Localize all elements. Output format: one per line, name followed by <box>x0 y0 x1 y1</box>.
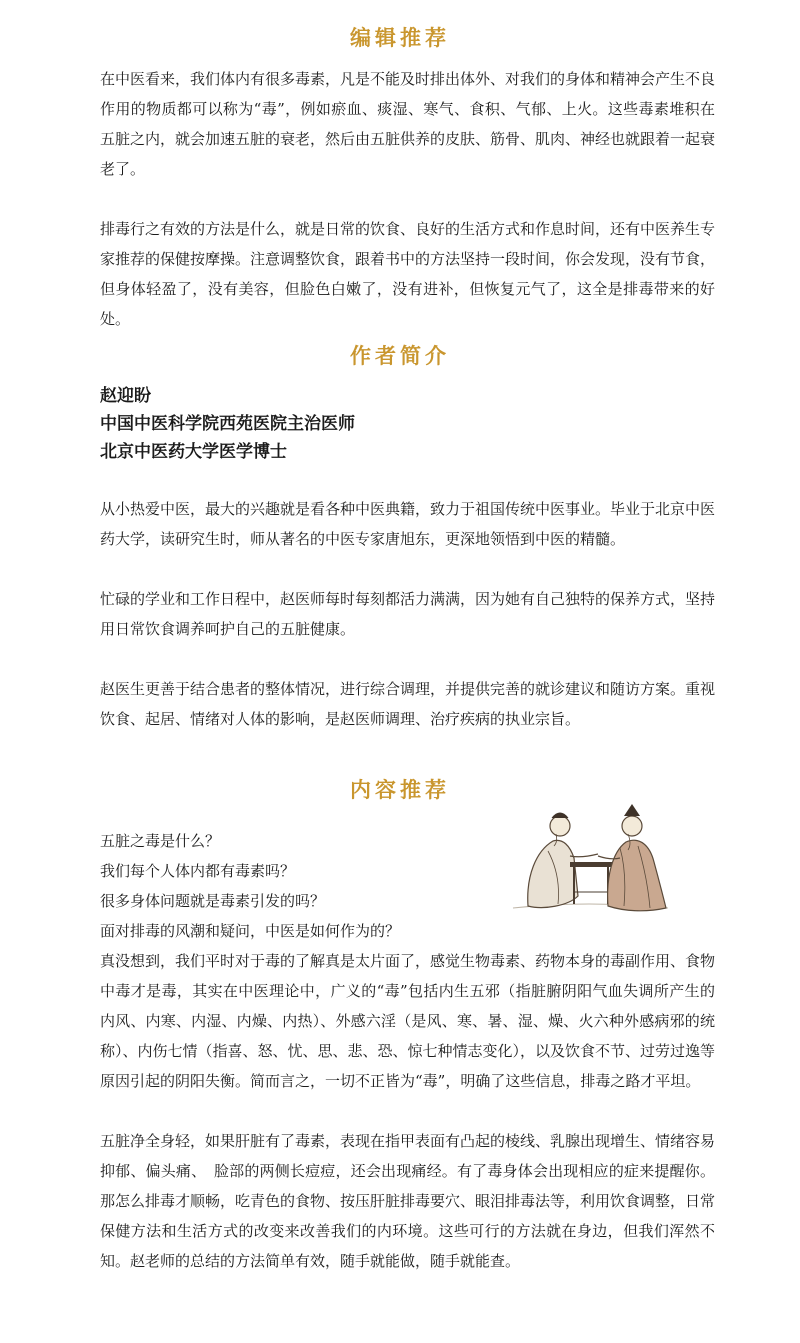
question-item: 五脏之毒是什么？ <box>100 832 221 850</box>
author-bio-paragraph-1: 从小热爱中医，最大的兴趣就是看各种中医典籍，致力于祖国传统中医事业。毕业于北京中医药大学，读研究生时，师从著名的中医专家唐旭东，更深地领悟到中医的精髓。 <box>100 500 716 548</box>
editor-recommend-paragraph-2: 排毒行之有效的方法是什么，就是日常的饮食、良好的生活方式和作息时间，还有中医养生专家推荐的保健按摩操。注意调整饮食，跟着书中的方法坚持一段时间，你会发现，没有节食，但身体轻盈了，没有美容，但脸色白嫩了，没有进补，但恢复元气了，这全是排毒带来的好处。 <box>100 220 716 328</box>
question-list <box>100 826 715 946</box>
author-intro-section <box>100 382 715 466</box>
content-recommend-paragraph-2: 五脏净全身轻，如果肝脏有了毒素，表现在指甲表面有凸起的棱线、乳腺出现增生、情绪容易抑郁、偏头痛、 脸部的两侧长痘痘，还会出现痛经。有了毒身体会出现相应的症来提醒你。那怎么排毒才顺畅，吃青色的食物、按压肝脏排毒要穴、眼泪排毒法等，利用饮食调整，日常保健方法和生活方式的改变来改善我们的内环境。这些可行的方法就在身边，但我们浑然不知。赵老师的总结的方法简单有效，随手就能做，随手就能查。 <box>100 1132 716 1270</box>
author-degree: 北京中医药大学医学博士 <box>100 442 287 462</box>
author-bio-paragraph-3: 赵医生更善于结合患者的整体情况，进行综合调理，并提供完善的就诊建议和随访方案。重视饮食、起居、情绪对人体的影响，是赵医师调理、治疗疾病的执业宗旨。 <box>100 680 716 728</box>
question-item: 面对排毒的风潮和疑问，中医是如何作为的？ <box>100 922 401 940</box>
content-recommend-section <box>100 826 715 1276</box>
question-item: 很多身体问题就是毒素引发的吗？ <box>100 892 326 910</box>
question-item: 我们每个人体内都有毒素吗？ <box>100 862 296 880</box>
editor-recommend-paragraph-1: 在中医看来，我们体内有很多毒素，凡是不能及时排出体外、对我们的身体和精神会产生不良作用的物质都可以称为“毒”，例如瘀血、痰湿、寒气、食积、气郁、上火。这些毒素堆积在五脏之内，就会加速五脏的衰老，然后由五脏供养的皮肤、筋骨、肌肉、神经也就跟着一起衰老了。 <box>100 70 716 178</box>
content-recommend-heading: 内容推荐 <box>350 778 450 802</box>
author-intro-heading: 作者简介 <box>350 344 450 368</box>
author-position: 中国中医科学院西苑医院主治医师 <box>100 414 355 434</box>
author-name: 赵迎盼 <box>100 386 151 406</box>
author-bio <box>100 494 715 734</box>
editor-recommend-section <box>100 64 715 334</box>
content-recommend-paragraph-1: 真没想到，我们平时对于毒的了解真是太片面了，感觉生物毒素、药物本身的毒副作用、食物中毒才是毒，其实在中医理论中，广义的“毒”包括内生五邪（指脏腑阴阳气血失调所产生的内风、内寒、内湿、内燥、内热）、外感六淫（是风、寒、暑、湿、燥、火六种外感病邪的统称）、内伤七情（指喜、怒、忧、思、悲、恐、惊七种情志变化），以及饮食不节、过劳过逸等原因引起的阴阳失衡。简而言之，一切不正皆为“毒”，明确了这些信息，排毒之路才平坦。 <box>100 952 716 1090</box>
author-bio-paragraph-2: 忙碌的学业和工作日程中，赵医师每时每刻都活力满满，因为她有自己独特的保养方式，坚持用日常饮食调养呵护自己的五脏健康。 <box>100 590 716 638</box>
editor-recommend-heading: 编辑推荐 <box>350 26 450 50</box>
